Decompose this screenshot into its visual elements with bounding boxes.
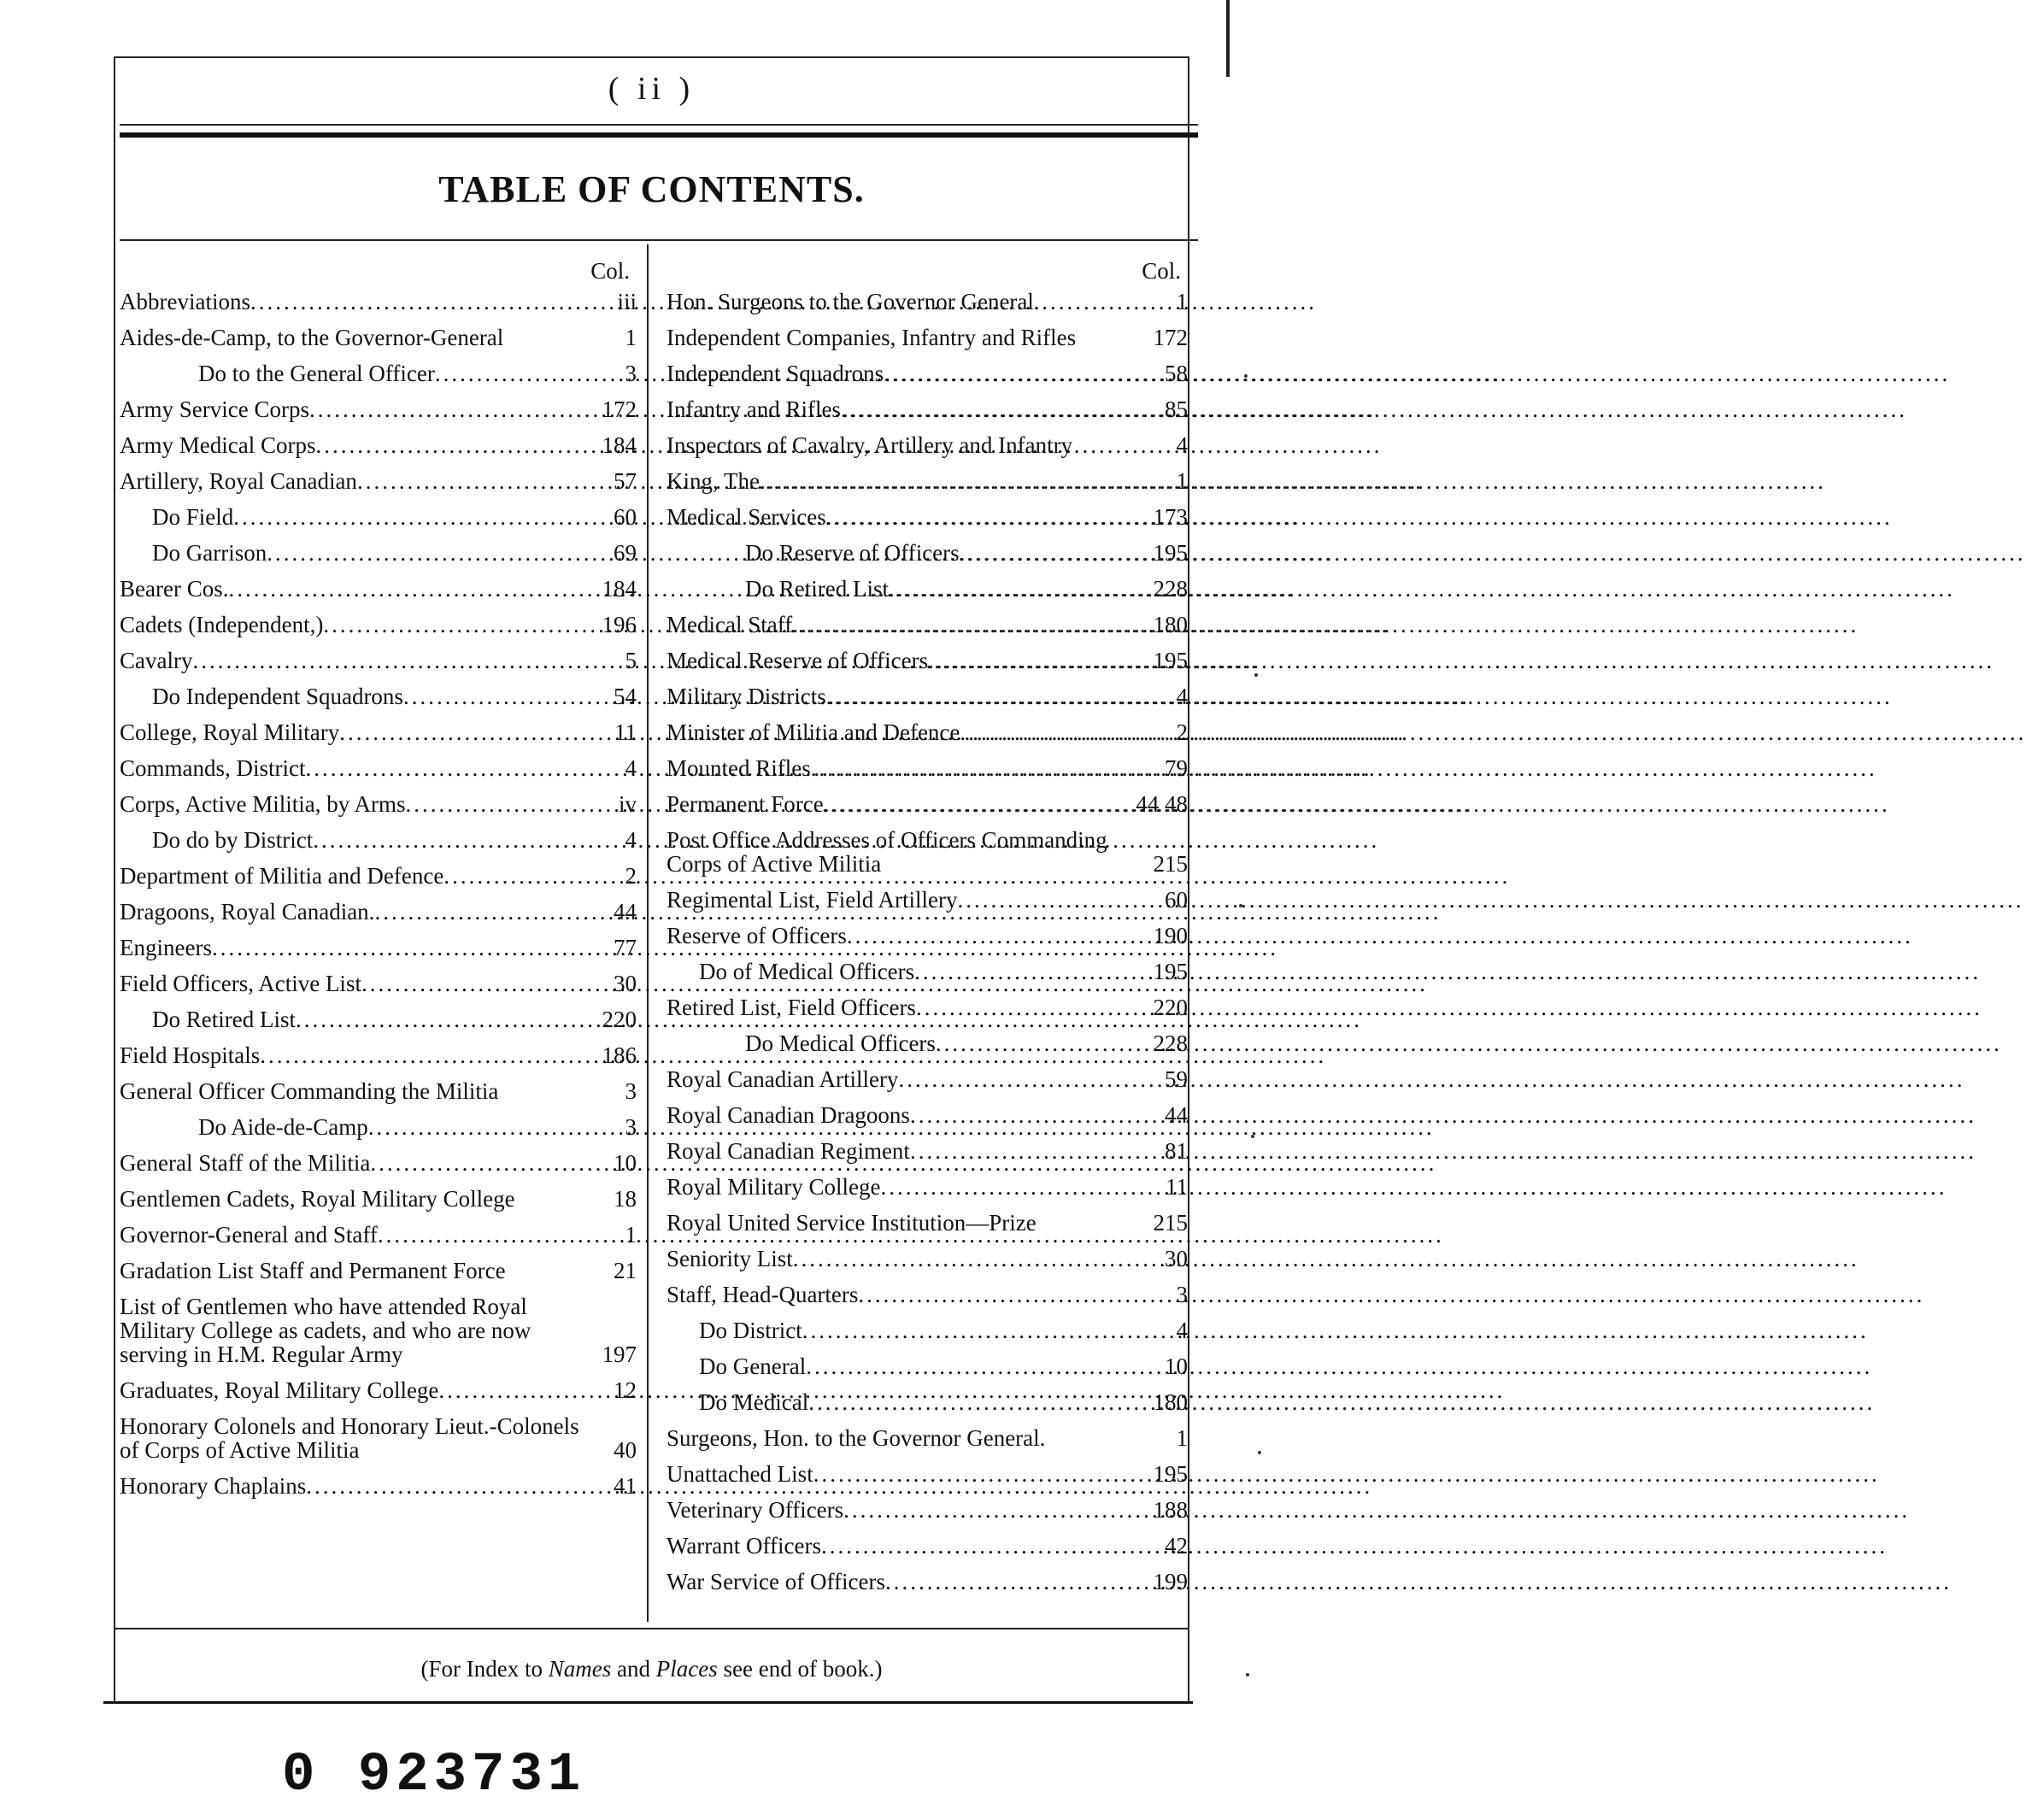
toc-entry [120, 541, 637, 565]
toc-entry [667, 1570, 1188, 1594]
index-note [114, 1656, 1189, 1682]
toc-entry-page: 220 [602, 1007, 637, 1032]
toc-entry [667, 792, 1188, 816]
toc-entry-label: Do Aide-de-Camp [198, 1114, 368, 1140]
toc-entry-label: Do do by District [152, 827, 314, 853]
toc-entry-page: 188 [1153, 1497, 1188, 1523]
dot-leader [403, 684, 594, 708]
toc-entry-page: 1 [1176, 1425, 1188, 1451]
title-rule [120, 239, 1198, 241]
toc-entry-label: Artillery, Royal Canadian [120, 468, 357, 494]
dot-leader [843, 1498, 1145, 1522]
dot-leader [306, 1474, 594, 1498]
toc-entry-page: 195 [1153, 648, 1188, 673]
dot-leader [826, 505, 1145, 529]
toc-entry [667, 541, 1188, 565]
dot-leader [793, 1247, 1145, 1271]
toc-entry-label: Royal Canadian Regiment [667, 1138, 910, 1164]
toc-entry-page: 30 [614, 971, 637, 996]
toc-entry-label: Dragoons, Royal Canadian. [120, 899, 375, 925]
toc-entry-page: 190 [1153, 923, 1188, 948]
toc-entry-page: 1 [1176, 289, 1188, 314]
toc-entry-label: Mounted Rifles [667, 755, 811, 781]
index-note-and: and [611, 1656, 656, 1682]
toc-column-left [120, 252, 637, 1510]
toc-entry-page: iv [618, 791, 637, 817]
dot-leader [884, 361, 1145, 385]
index-note-pre: (For Index to [420, 1656, 549, 1682]
toc-entry [120, 469, 637, 493]
toc-entry [667, 924, 1188, 948]
toc-entry-label: Engineers [120, 935, 212, 960]
toc-entry-page: 173 [1153, 504, 1188, 530]
dot-leader [910, 1139, 1145, 1163]
dot-leader [811, 756, 1145, 780]
toc-entry [667, 505, 1188, 529]
toc-entry-label: Veterinary Officers [667, 1497, 844, 1523]
toc-entry-page: 4 [625, 827, 637, 853]
toc-entry [120, 684, 637, 708]
toc-entry-page: 195 [1153, 1461, 1188, 1487]
toc-entry [667, 577, 1188, 601]
scan-speckles [1222, 0, 1267, 1820]
toc-entry [667, 1534, 1188, 1558]
index-note-names: Names [548, 1656, 612, 1682]
toc-entry [120, 433, 637, 457]
toc-entry-label: Seniority List [667, 1246, 793, 1271]
toc-entry [667, 1175, 1188, 1199]
toc-entry [120, 326, 637, 349]
toc-entry-label: Do of Medical Officers [699, 959, 915, 984]
header-rule-thin [120, 124, 1198, 126]
toc-entry-label: Do Independent Squadrons [152, 684, 403, 709]
toc-entry-page: 5 [625, 648, 637, 673]
dot-leader [841, 397, 1145, 421]
toc-entry-label: Governor-General and Staff [120, 1222, 378, 1248]
toc-entry-page: 2 [625, 863, 637, 889]
toc-entry-label: Do to the General Officer [198, 361, 435, 386]
toc-entry-label: Military Districts [667, 684, 826, 709]
toc-entry [120, 864, 637, 888]
toc-entry-page: 57 [614, 468, 637, 494]
toc-entry [120, 972, 637, 995]
toc-entry-label: Graduates, Royal Military College [120, 1377, 439, 1403]
toc-entry-label: Royal United Service Institution—Prize [667, 1210, 1036, 1236]
toc-entry-page: 18 [614, 1186, 637, 1212]
toc-entry-page: 220 [1153, 995, 1188, 1020]
toc-entry-label: Cadets (Independent,) [120, 612, 324, 637]
dot-leader [233, 505, 594, 529]
toc-entry [667, 888, 1188, 912]
dot-leader [192, 649, 594, 672]
toc-entry [667, 1139, 1188, 1163]
dot-leader [826, 684, 1145, 708]
toc-entry-page: 196 [602, 612, 637, 637]
toc-entry-page: 44 48 [1136, 791, 1188, 817]
toc-entry-label: Army Medical Corps [120, 432, 316, 458]
toc-entry [667, 756, 1188, 780]
toc-entry [667, 1103, 1188, 1127]
toc-entry-page: 44 [1165, 1102, 1188, 1128]
toc-list-right [667, 290, 1188, 1594]
dot-leader [309, 397, 594, 421]
toc-entry-label: Do District [699, 1318, 802, 1343]
toc-entry [667, 469, 1188, 493]
toc-entry-page: 81 [1165, 1138, 1188, 1164]
toc-entry [667, 1211, 1188, 1235]
toc-entry-page: 199 [1153, 1569, 1188, 1594]
toc-entry-page: 4 [1176, 432, 1188, 458]
toc-entry-label: Abbreviations [120, 289, 250, 314]
toc-entry [667, 720, 1188, 744]
dot-leader [858, 1283, 1145, 1306]
toc-entry-page: 228 [1153, 576, 1188, 602]
toc-entry-label: Unattached List [667, 1461, 813, 1487]
dot-leader [914, 960, 1145, 983]
dot-leader [361, 972, 594, 995]
toc-entry-page: 172 [602, 396, 637, 422]
bottom-rule [103, 1701, 1193, 1704]
toc-entry [120, 720, 637, 744]
toc-entry-page: 69 [614, 540, 637, 566]
toc-entry-page: 40 [614, 1437, 637, 1463]
toc-entry [120, 290, 637, 314]
toc-list-left [120, 290, 637, 1498]
toc-entry-label: Do Field [152, 504, 234, 530]
dot-leader [821, 1534, 1145, 1558]
toc-entry [667, 684, 1188, 708]
toc-entry [667, 1498, 1188, 1522]
toc-entry-page: 4 [1176, 1318, 1188, 1343]
toc-entry [667, 1462, 1188, 1486]
toc-entry [120, 397, 637, 421]
page-number: ( ii ) [608, 71, 696, 107]
toc-entry-label: Commands, District [120, 755, 306, 781]
toc-entry [667, 433, 1188, 457]
dot-leader [406, 792, 595, 816]
toc-entry [667, 361, 1188, 385]
toc-entry-label: Royal Military College [667, 1174, 881, 1200]
dot-leader [370, 1151, 594, 1175]
toc-entry-label: Do Reserve of Officers [745, 540, 960, 566]
toc-entry-label: Gentlemen Cadets, Royal Military College [120, 1186, 515, 1212]
toc-entry [120, 1079, 637, 1103]
toc-entry-label: King, The [667, 468, 760, 494]
toc-entry [667, 995, 1188, 1019]
toc-entry [120, 1474, 637, 1498]
dot-leader [847, 924, 1145, 948]
toc-entry [120, 1414, 637, 1462]
dot-leader [267, 541, 594, 565]
toc-entry-page: 186 [602, 1042, 637, 1068]
toc-entry-label: Retired List, Field Officers [667, 995, 916, 1020]
toc-entry-page: iii [617, 289, 637, 314]
toc-entry [120, 649, 637, 672]
toc-entry [667, 397, 1188, 421]
toc-entry-page: 184 [602, 432, 637, 458]
toc-entry-page: 4 [625, 755, 637, 781]
toc-entry [120, 1295, 637, 1366]
toc-entry-label: Army Service Corps [120, 396, 309, 422]
toc-entry-label: Permanent Force [667, 791, 824, 817]
toc-entry [120, 936, 637, 960]
dot-leader [936, 1031, 1145, 1055]
toc-entry-page: 197 [602, 1342, 637, 1367]
toc-entry-page: 184 [602, 576, 637, 602]
toc-entry-page: 85 [1165, 396, 1188, 422]
toc-entry [667, 613, 1188, 637]
toc-entry-page: 3 [625, 361, 637, 386]
toc-entry-label: Aides-de-Camp, to the Governor-General [120, 325, 504, 350]
toc-entry-page: 172 [1153, 325, 1188, 350]
toc-entry [667, 649, 1188, 672]
toc-entry [120, 756, 637, 780]
toc-entry [120, 1007, 637, 1031]
toc-entry-page: 1 [1176, 468, 1188, 494]
toc-entry-label: Do Garrison [152, 540, 267, 566]
dot-leader [306, 756, 595, 780]
dot-leader [435, 361, 594, 385]
toc-entry [120, 1187, 637, 1211]
dot-leader [957, 888, 1145, 912]
toc-entry-label: General Officer Commanding the Militia [120, 1078, 499, 1104]
toc-entry-label: Staff, Head-Quarters [667, 1282, 859, 1307]
toc-entry-label: Honorary Colonels and Honorary Lieut.-Colonels of Corps of Active Militia [120, 1413, 579, 1463]
toc-entry-page: 79 [1165, 755, 1188, 781]
toc-entry-label: Bearer Cos. [120, 576, 229, 602]
toc-entry-page: 10 [614, 1150, 637, 1176]
toc-entry [120, 1151, 637, 1175]
toc-entry-label: Do General [699, 1353, 807, 1379]
dot-leader [315, 433, 594, 457]
dot-leader [880, 1175, 1145, 1199]
accession-stamp: 0 923731 [282, 1745, 586, 1806]
dot-leader [357, 469, 594, 493]
dot-leader [808, 1390, 1145, 1414]
dot-leader [228, 577, 594, 601]
toc-entry-label: Regimental List, Field Artillery [667, 887, 958, 913]
toc-entry [667, 1247, 1188, 1271]
toc-entry [667, 1283, 1188, 1306]
toc-entry-label: Reserve of Officers [667, 923, 847, 948]
toc-entry [120, 828, 637, 852]
toc-entry-page: 195 [1153, 540, 1188, 566]
toc-entry-label: Warrant Officers [667, 1533, 821, 1559]
toc-entry-page: 3 [625, 1114, 637, 1140]
toc-entry-label: College, Royal Military [120, 719, 340, 745]
toc-entry [667, 1354, 1188, 1378]
toc-entry-page: 228 [1153, 1030, 1188, 1056]
dot-leader [885, 1570, 1145, 1594]
toc-entry-page: 60 [614, 504, 637, 530]
toc-entry [120, 361, 637, 385]
index-note-post: see end of book.) [717, 1656, 883, 1682]
toc-entry-label: Royal Canadian Artillery [667, 1066, 899, 1092]
dot-leader [806, 1354, 1145, 1378]
toc-entry-label: Department of Militia and Defence [120, 863, 444, 889]
toc-entry-label: Independent Companies, Infantry and Rifles [667, 325, 1077, 350]
dot-leader [760, 469, 1145, 493]
toc-entry-page: 195 [1153, 959, 1188, 984]
toc-entry-label: Inspectors of Cavalry, Artillery and Infantry [667, 432, 1073, 458]
toc-entry-page: 2 [1176, 719, 1188, 745]
dot-leader [792, 613, 1145, 637]
toc-entry [667, 960, 1188, 983]
toc-entry-label: Do Medical [699, 1389, 809, 1415]
dot-leader [443, 864, 594, 888]
toc-entry-page: 4 [1176, 684, 1188, 709]
toc-entry [120, 1043, 637, 1067]
toc-entry-page: 41 [614, 1473, 637, 1499]
toc-entry-page: 11 [614, 719, 637, 745]
toc-entry-page: 30 [1165, 1246, 1188, 1271]
toc-entry-label: Surgeons, Hon. to the Governor General. [667, 1425, 1046, 1451]
index-note-places: Places [655, 1656, 718, 1682]
toc-entry-page: 1 [625, 1222, 637, 1248]
toc-entry [120, 1115, 637, 1139]
toc-entry-label: Medical Services [667, 504, 826, 530]
toc-entry-page: 180 [1153, 1389, 1188, 1415]
dot-leader [910, 1103, 1145, 1127]
col-label: Col. [1142, 258, 1181, 284]
toc-entry-page: 77 [614, 935, 637, 960]
toc-entry-label: List of Gentlemen who have attended Royal Military College as cadets, and who are now serving in H.M. Regular Army [120, 1294, 531, 1367]
toc-entry [120, 1223, 637, 1247]
toc-entry [667, 828, 1188, 876]
toc-entry [120, 1259, 637, 1283]
dot-leader [296, 1007, 594, 1031]
toc-entry-label: Field Officers, Active List [120, 971, 361, 996]
footer-rule [114, 1628, 1189, 1629]
toc-entry-page: 44 [614, 899, 637, 925]
toc-entry-label: General Staff of the Militia [120, 1150, 371, 1176]
toc-entry [120, 792, 637, 816]
toc-entry [667, 326, 1188, 349]
toc-entry-page: 10 [1165, 1353, 1188, 1379]
toc-entry [120, 900, 637, 924]
toc-entry [120, 1378, 637, 1402]
dot-leader [212, 936, 594, 960]
dot-leader [898, 1067, 1145, 1091]
dot-leader [916, 995, 1145, 1019]
toc-entry [667, 1318, 1188, 1342]
toc-entry [120, 613, 637, 637]
toc-entry-label: War Service of Officers [667, 1569, 885, 1594]
dot-leader [960, 720, 1145, 744]
dot-leader [378, 1223, 594, 1247]
toc-entry [120, 577, 637, 601]
toc-entry-page: 180 [1153, 612, 1188, 637]
toc-entry-page: 54 [614, 684, 637, 709]
toc-entry-label: Do Retired List [152, 1007, 296, 1032]
toc-entry [667, 1426, 1188, 1450]
toc-entry-page: 215 [1153, 1210, 1188, 1236]
toc-entry-page: 60 [1165, 887, 1188, 913]
toc-entry-page: 42 [1165, 1533, 1188, 1559]
toc-entry-page: 3 [1176, 1282, 1188, 1307]
dot-leader [374, 900, 594, 924]
toc-entry [120, 505, 637, 529]
toc-entry [667, 1067, 1188, 1091]
toc-entry-label: Minister of Militia and Defence [667, 719, 960, 745]
toc-entry-label: Do Retired List [745, 576, 889, 602]
dot-leader [960, 541, 1145, 565]
toc-entry [667, 1390, 1188, 1414]
dot-leader [928, 649, 1145, 672]
toc-entry-label: Medical Staff [667, 612, 793, 637]
col-label: Col. [590, 258, 630, 284]
toc-column-right [667, 252, 1188, 1606]
toc-entry-page: 21 [614, 1258, 637, 1283]
toc-entry-label: Medical Reserve of Officers [667, 648, 929, 673]
dot-leader [323, 613, 594, 637]
dot-leader [802, 1318, 1145, 1342]
dot-leader [260, 1043, 594, 1067]
toc-entry-label: Independent Squadrons [667, 361, 884, 386]
dot-leader [824, 792, 1131, 816]
page-title: TABLE OF CONTENTS. [438, 168, 865, 210]
dot-leader [889, 577, 1145, 601]
toc-entry-label: Honorary Chaplains [120, 1473, 307, 1499]
toc-entry-label: Infantry and Rifles [667, 396, 841, 422]
toc-entry-page: 1 [625, 325, 637, 350]
dot-leader [250, 290, 594, 314]
toc-entry-page: 59 [1165, 1066, 1188, 1092]
toc-entry-page: 3 [625, 1078, 637, 1104]
dot-leader [813, 1462, 1145, 1486]
toc-entry-page: 215 [1153, 851, 1188, 877]
toc-entry-page: 12 [614, 1377, 637, 1403]
dot-leader [438, 1378, 594, 1402]
dot-leader [368, 1115, 594, 1139]
dot-leader [339, 720, 594, 744]
toc-entry-label: Gradation List Staff and Permanent Force [120, 1258, 506, 1283]
toc-entry-label: Royal Canadian Dragoons [667, 1102, 910, 1128]
toc-entry-page: 58 [1165, 361, 1188, 386]
toc-entry-label: Field Hospitals [120, 1042, 261, 1068]
toc-entry [667, 290, 1188, 314]
toc-entry-label: Corps, Active Militia, by Arms [120, 791, 406, 817]
toc-entry-label: Post Office Addresses of Officers Commanding Corps of Active Militia [667, 827, 1107, 877]
toc-entry-page: 11 [1166, 1174, 1188, 1200]
toc-entry-label: Cavalry [120, 648, 193, 673]
dot-leader [313, 828, 594, 852]
toc-entry-label: Hon. Surgeons to the Governor General. [667, 289, 1040, 314]
toc-entry-label: Do Medical Officers [745, 1030, 936, 1056]
header-rule-thick [120, 132, 1198, 138]
toc-entry [667, 1031, 1188, 1055]
